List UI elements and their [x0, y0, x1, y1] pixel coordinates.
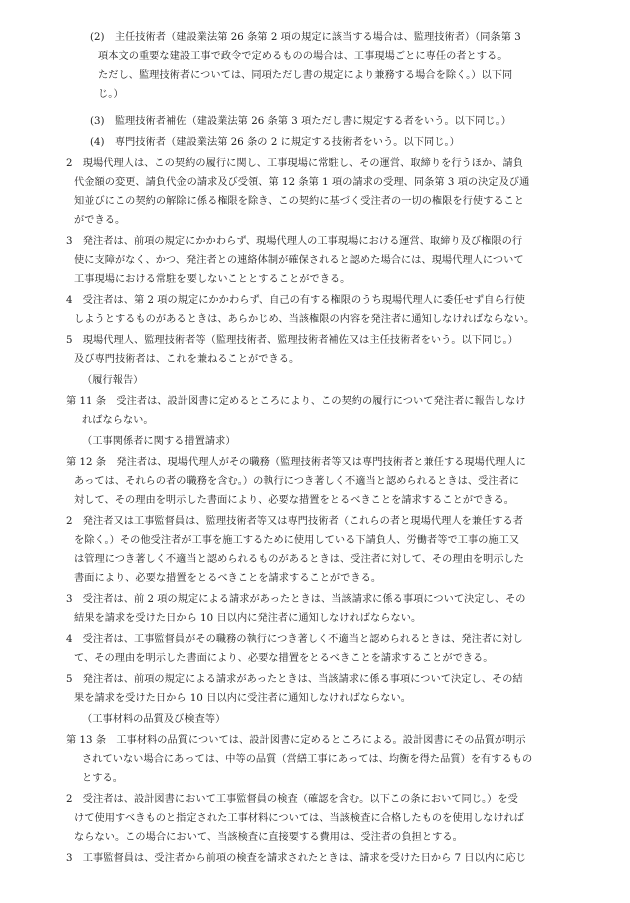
paragraph-line: (3) 監理技術者補佐（建設業法第 26 条第 3 項ただし書に規定する者をいう。以下同じ。） — [90, 116, 512, 127]
paragraph-line: 代金額の変更、請負代金の請求及び受領、第 12 条第 1 項の請求の受理、同条第 3 項の決定及び通 — [74, 177, 530, 188]
paragraph-line: 4 受注者は、第 2 項の規定にかかわらず、自己の有する権限のうち現場代理人に委任せず自ら行使 — [66, 295, 526, 306]
paragraph-line: 項本文の重要な建設工事で政令で定めるものの場合は、工事現場ごとに専任の者とする。 — [98, 51, 508, 62]
article-line: 第 13 条 工事材料の品質については、設計図書に定めるところによる。設計図書にその品質が明示 — [66, 735, 526, 746]
paragraph-line: 4 受注者は、工事監督員がその職務の執行につき著しく不適当と認められるときは、発注者に対し — [66, 634, 523, 645]
paragraph-line: 2 発注者又は工事監督員は、監理技術者等又は専門技術者（これらの者と現場代理人を兼任する者 — [66, 516, 523, 527]
article-line: 第 12 条 発注者は、現場代理人がその職務（監理技術者等又は専門技術者と兼任する現場代理人に — [66, 457, 526, 468]
paragraph-line: (2) 主任技術者（建設業法第 26 条第 2 項の規定に該当する場合は、監理技術者）（同条第 3 — [90, 32, 521, 43]
paragraph-line: 3 工事監督員は、受注者から前項の検査を請求されたときは、請求を受けた日から 7 日以内に応じ — [66, 853, 526, 864]
article-line: 対して、その理由を明示した書面により、必要な措置をとるべきことを請求することができる。 — [74, 495, 515, 506]
paragraph-line: 5 発注者は、前項の規定による請求があったときは、当該請求に係る事項について決定し、その結 — [66, 674, 523, 685]
paragraph-line: しようとするものがあるときは、あらかじめ、当該権限の内容を発注者に通知しなければならない。 — [74, 314, 535, 325]
paragraph-line: を除く。）その他受注者が工事を施工するために使用している下請負人、労働者等で工事の施工又 — [74, 535, 520, 546]
paragraph-line: 3 発注者は、前項の規定にかかわらず、現場代理人の工事現場における運営、取締り及び権限の行 — [66, 236, 523, 247]
paragraph-line: 2 現場代理人は、この契約の履行に関し、工事現場に常駐し、その運営、取締りを行うほか、請負 — [66, 158, 523, 169]
article-line: 第 11 条 受注者は、設計図書に定めるところにより、この契約の履行について発注者に報告しなけ — [66, 396, 526, 407]
paragraph-line: は管理につき著しく不適当と認められるものがあるときは、受注者に対して、その理由を明示した — [74, 554, 525, 565]
paragraph-line: ならない。この場合において、当該検査に直接要する費用は、受注者の負担とする。 — [74, 832, 463, 843]
paragraph-line: 書面により、必要な措置をとるべきことを請求することができる。 — [74, 573, 382, 584]
paragraph-line: 使に支障がなく、かつ、発注者との連絡体制が確保されると認めた場合には、現場代理人について — [74, 255, 524, 266]
paragraph-line: 2 受注者は、設計図書において工事監督員の検査（確認を含む。以下この条において同じ。）を受 — [66, 794, 518, 805]
caption-line: （工事材料の品質及び検査等） — [82, 714, 226, 725]
paragraph-line: 5 現場代理人、監理技術者等（監理技術者、監理技術者補佐又は主任技術者をいう。以下同じ。） — [66, 335, 518, 346]
caption-line: （工事関係者に関する措置請求） — [82, 436, 236, 447]
paragraph-line: 果を請求を受けた日から 10 日以内に受注者に通知しなければならない。 — [74, 693, 411, 704]
article-line: あっては、それらの者の職務を含む。）の執行につき著しく不適当と認められるときは、受注者に — [74, 476, 520, 487]
article-line: とする。 — [82, 773, 123, 784]
article-line: されていない場合にあっては、中等の品質（営繕工事にあっては、均衡を得た品質）を有するもの — [82, 754, 533, 765]
paragraph-line: ただし、監理技術者については、同項ただし書の規定により兼務する場合を除く。）以下同 — [98, 70, 513, 81]
paragraph-line: (4) 専門技術者（建設業法第 26 条の 2 に規定する技術者をいう。以下同じ。） — [90, 137, 460, 148]
paragraph-line: 知並びにこの契約の解除に係る権限を除き、この契約に基づく受注者の一切の権限を行使すること — [74, 196, 525, 207]
paragraph-line: 3 受注者は、前 2 項の規定による請求があったときは、当該請求に係る事項について決定し、その — [66, 594, 526, 605]
paragraph-line: じ。） — [98, 89, 124, 100]
caption-line: （履行報告） — [82, 375, 144, 386]
paragraph-line: 結果を請求を受けた日から 10 日以内に発注者に通知しなければならない。 — [74, 613, 422, 624]
paragraph-line: 及び専門技術者は、これを兼ねることができる。 — [74, 354, 300, 365]
paragraph-line: て、その理由を明示した書面により、必要な措置をとるべきことを請求することができる。 — [74, 653, 494, 664]
paragraph-line: けて使用すべきものと指定された工事材料については、当該検査に合格したものを使用しなければ — [74, 813, 525, 824]
paragraph-line: ができる。 — [74, 215, 126, 226]
article-line: ればならない。 — [82, 415, 154, 426]
paragraph-line: 工事現場における常駐を要しないこととすることができる。 — [74, 274, 351, 285]
